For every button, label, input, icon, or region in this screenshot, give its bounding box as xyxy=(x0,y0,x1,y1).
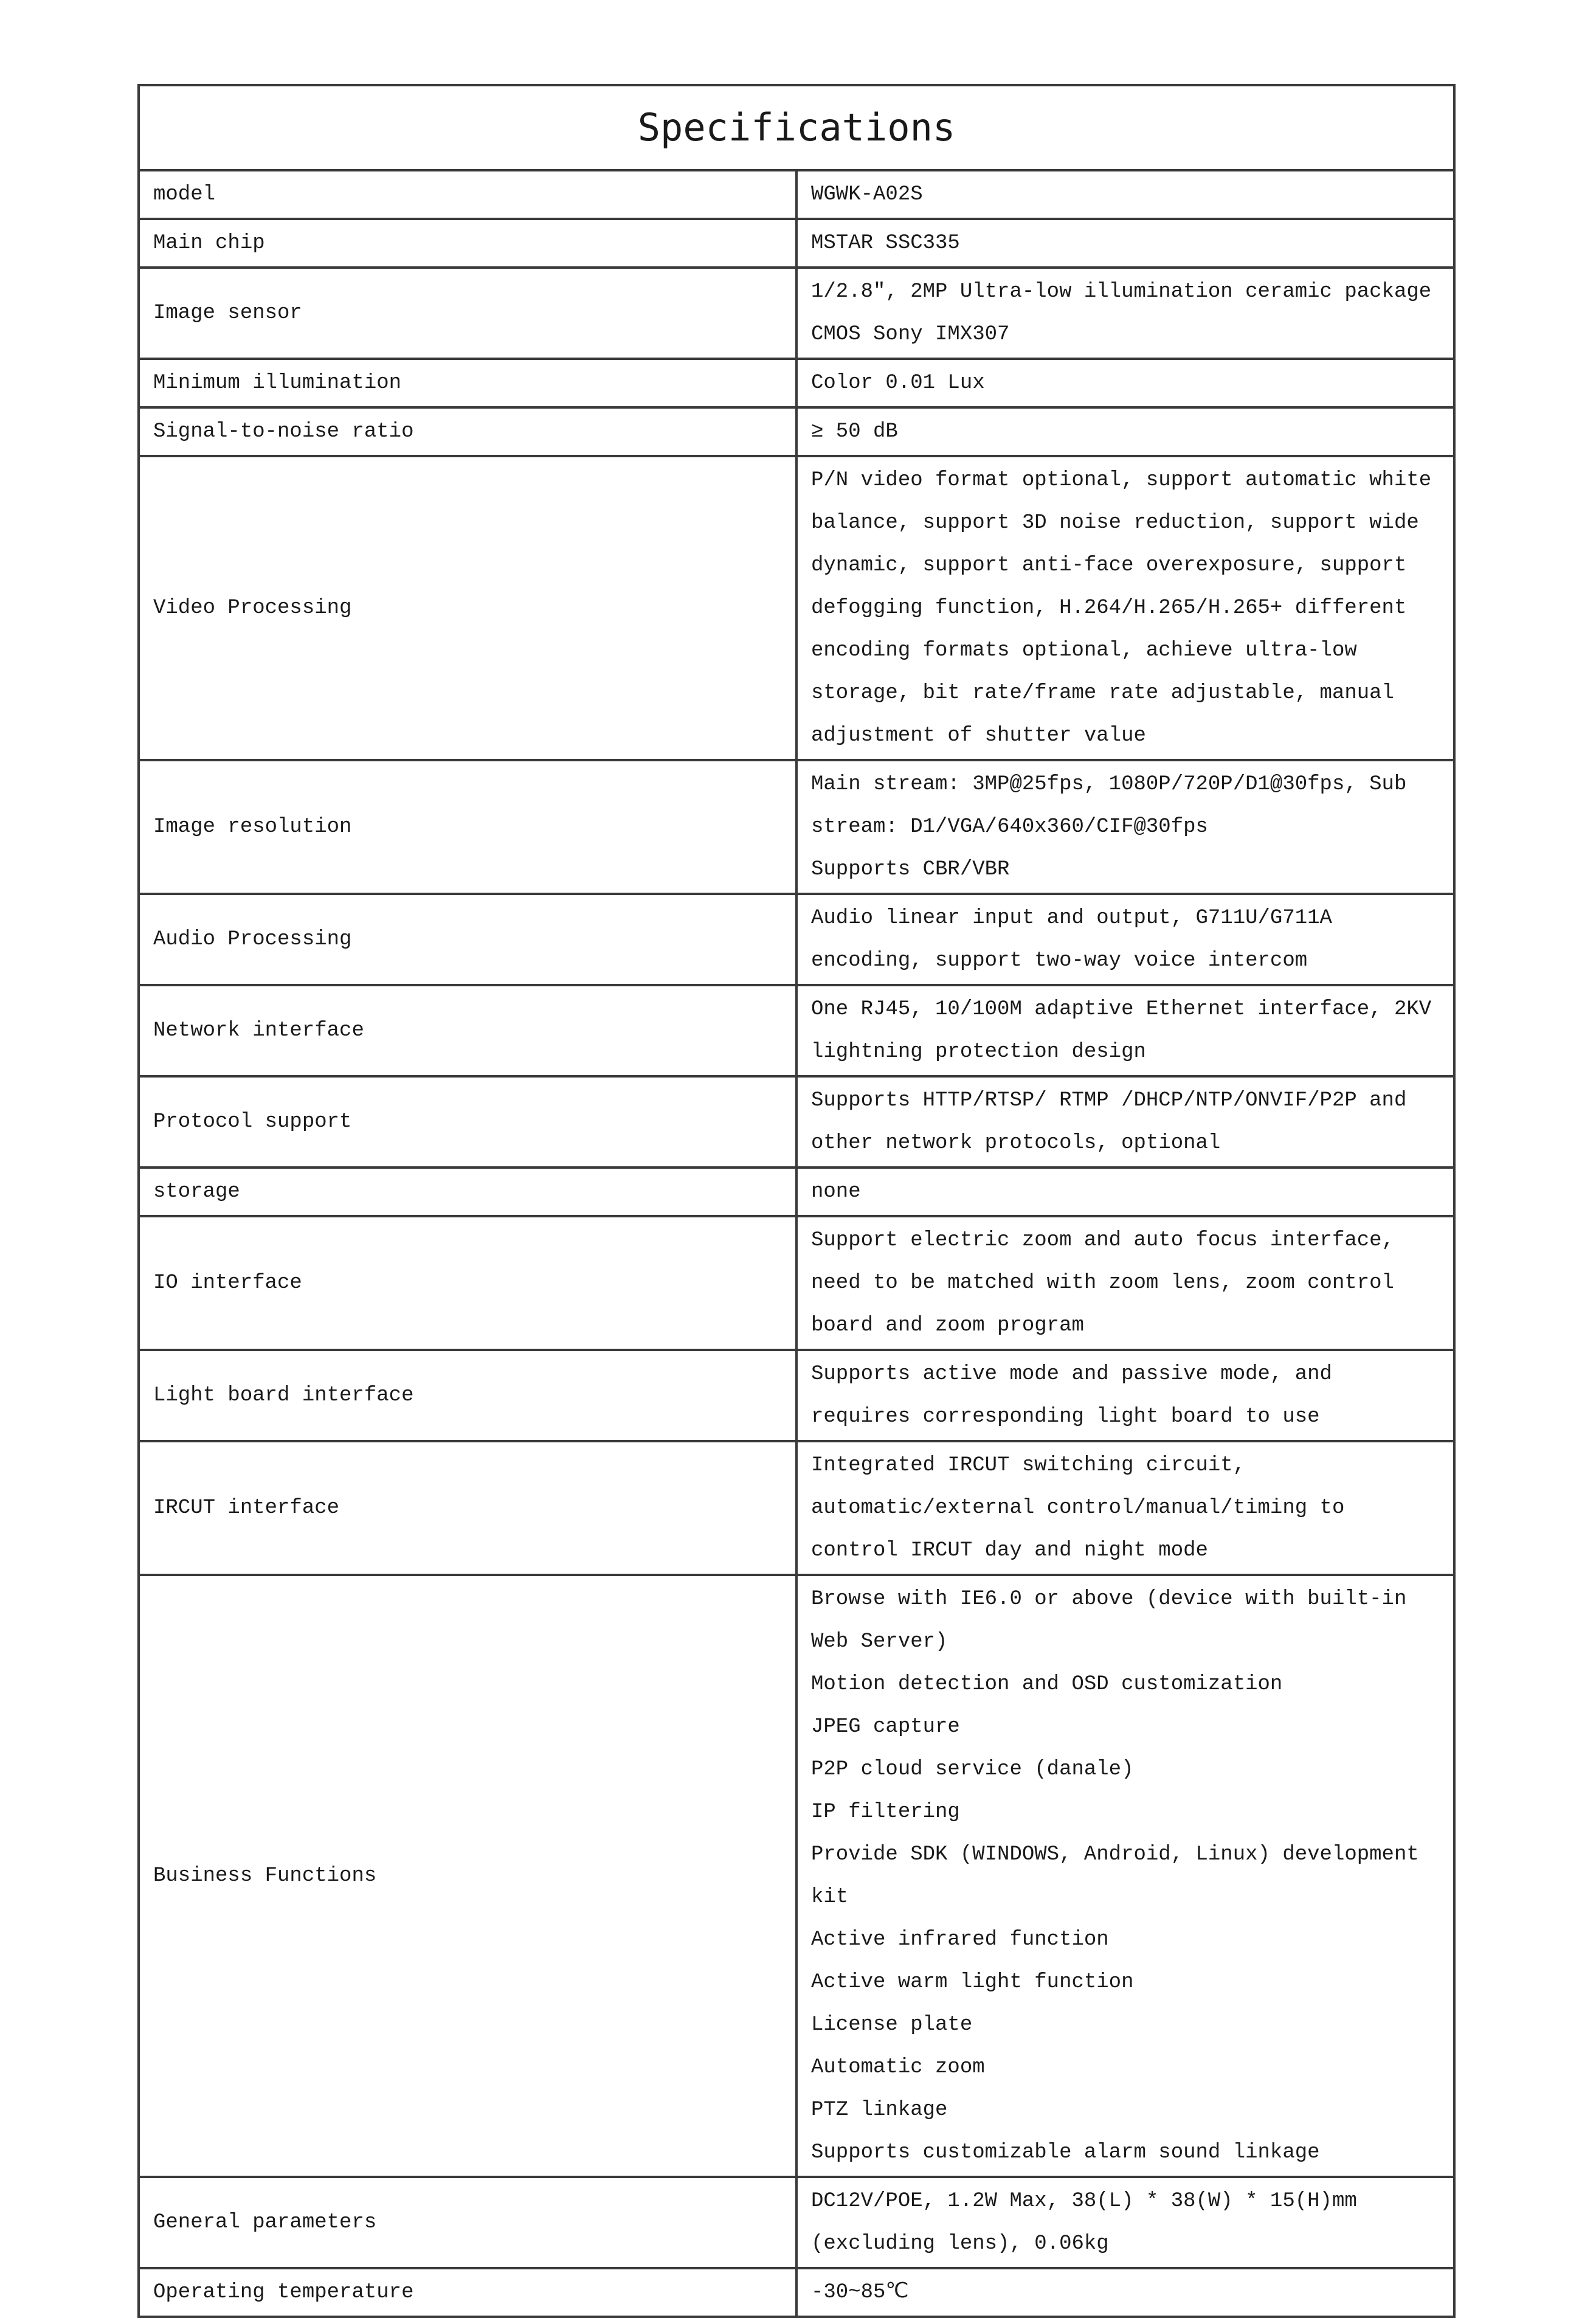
spec-value: Supports active mode and passive mode, and requires corresponding light board to use xyxy=(796,1350,1454,1441)
spec-value: none xyxy=(796,1168,1454,1216)
table-row xyxy=(139,407,1454,456)
spec-value: WGWK-A02S xyxy=(796,170,1454,219)
spec-value-line: Motion detection and OSD customization xyxy=(811,1673,1283,1696)
table-row xyxy=(139,1076,1454,1168)
spec-value-line: Active warm light function xyxy=(811,1971,1134,1994)
spec-value: Support electric zoom and auto focus interface, need to be matched with zoom lens, zoom control board and zoom program xyxy=(796,1216,1454,1350)
table-title: Specifications xyxy=(139,85,1454,170)
spec-value: P/N video format optional, support automatic white balance, support 3D noise reduction, support wide dynamic, support anti-face overexposure, support defogging function, H.264/H.265/H.265+ different encoding formats optional, achieve ultra-low storage, bit rate/frame rate adjustable, manual adjustment of shutter value xyxy=(796,456,1454,760)
spec-value: 1/2.8″, 2MP Ultra-low illumination ceramic package CMOS Sony IMX307 xyxy=(796,268,1454,359)
spec-value: Integrated IRCUT switching circuit, automatic/external control/manual/timing to control IRCUT day and night mode xyxy=(796,1441,1454,1575)
spec-value-line: Automatic zoom xyxy=(811,2056,985,2079)
spec-label: Image sensor xyxy=(139,268,796,359)
spec-label: IO interface xyxy=(139,1216,796,1350)
spec-label: Operating temperature xyxy=(139,2268,796,2317)
table-row xyxy=(139,1350,1454,1441)
table-row xyxy=(139,760,1454,894)
spec-value-line: Main stream: 3MP@25fps, 1080P/720P/D1@30fps, Sub stream: D1/VGA/640x360/CIF@30fps xyxy=(811,773,1407,839)
table-row xyxy=(139,170,1454,219)
spec-value-line: Browse with IE6.0 or above (device with built-in Web Server) xyxy=(811,1588,1407,1653)
table-row xyxy=(139,1168,1454,1216)
spec-value-line: Supports customizable alarm sound linkage xyxy=(811,2141,1320,2164)
spec-label: IRCUT interface xyxy=(139,1441,796,1575)
spec-value-line: Supports CBR/VBR xyxy=(811,858,1010,881)
table-row xyxy=(139,894,1454,985)
table-row xyxy=(139,219,1454,268)
spec-label: Light board interface xyxy=(139,1350,796,1441)
spec-value: ≥ 50 dB xyxy=(796,407,1454,456)
spec-value: One RJ45, 10/100M adaptive Ethernet interface, 2KV lightning protection design xyxy=(796,985,1454,1076)
spec-value: Audio linear input and output, G711U/G711A encoding, support two-way voice intercom xyxy=(796,894,1454,985)
table-row xyxy=(139,2268,1454,2317)
spec-value xyxy=(796,1575,1454,2177)
spec-value: DC12V/POE, 1.2W Max, 38(L) * 38(W) * 15(H)mm (excluding lens), 0.06kg xyxy=(796,2177,1454,2268)
table-row xyxy=(139,985,1454,1076)
spec-value-line: IP filtering xyxy=(811,1801,960,1824)
spec-value-line: Provide SDK (WINDOWS, Android, Linux) development kit xyxy=(811,1843,1419,1909)
spec-label: Signal-to-noise ratio xyxy=(139,407,796,456)
spec-label: Protocol support xyxy=(139,1076,796,1168)
table-row xyxy=(139,456,1454,760)
spec-label: Image resolution xyxy=(139,760,796,894)
spec-label: Video Processing xyxy=(139,456,796,760)
spec-value: -30~85℃ xyxy=(796,2268,1454,2317)
table-row xyxy=(139,268,1454,359)
spec-value-line: License plate xyxy=(811,2013,973,2036)
spec-label: Main chip xyxy=(139,219,796,268)
spec-value-line: JPEG capture xyxy=(811,1715,960,1738)
spec-label: General parameters xyxy=(139,2177,796,2268)
spec-label: Business Functions xyxy=(139,1575,796,2177)
spec-label: Audio Processing xyxy=(139,894,796,985)
spec-label: model xyxy=(139,170,796,219)
table-row xyxy=(139,1216,1454,1350)
specifications-table xyxy=(137,84,1456,2318)
spec-value: MSTAR SSC335 xyxy=(796,219,1454,268)
spec-value-line: PTZ linkage xyxy=(811,2098,948,2122)
title-row xyxy=(139,85,1454,170)
spec-label: Minimum illumination xyxy=(139,359,796,407)
spec-value xyxy=(796,760,1454,894)
table-row xyxy=(139,2177,1454,2268)
spec-value: Supports HTTP/RTSP/ RTMP /DHCP/NTP/ONVIF/P2P and other network protocols, optional xyxy=(796,1076,1454,1168)
spec-label: Network interface xyxy=(139,985,796,1076)
spec-value-line: P2P cloud service (danale) xyxy=(811,1758,1134,1781)
spec-value-line: Active infrared function xyxy=(811,1928,1109,1951)
spec-label: storage xyxy=(139,1168,796,1216)
spec-value: Color 0.01 Lux xyxy=(796,359,1454,407)
table-row xyxy=(139,359,1454,407)
table-row xyxy=(139,1441,1454,1575)
table-row xyxy=(139,1575,1454,2177)
